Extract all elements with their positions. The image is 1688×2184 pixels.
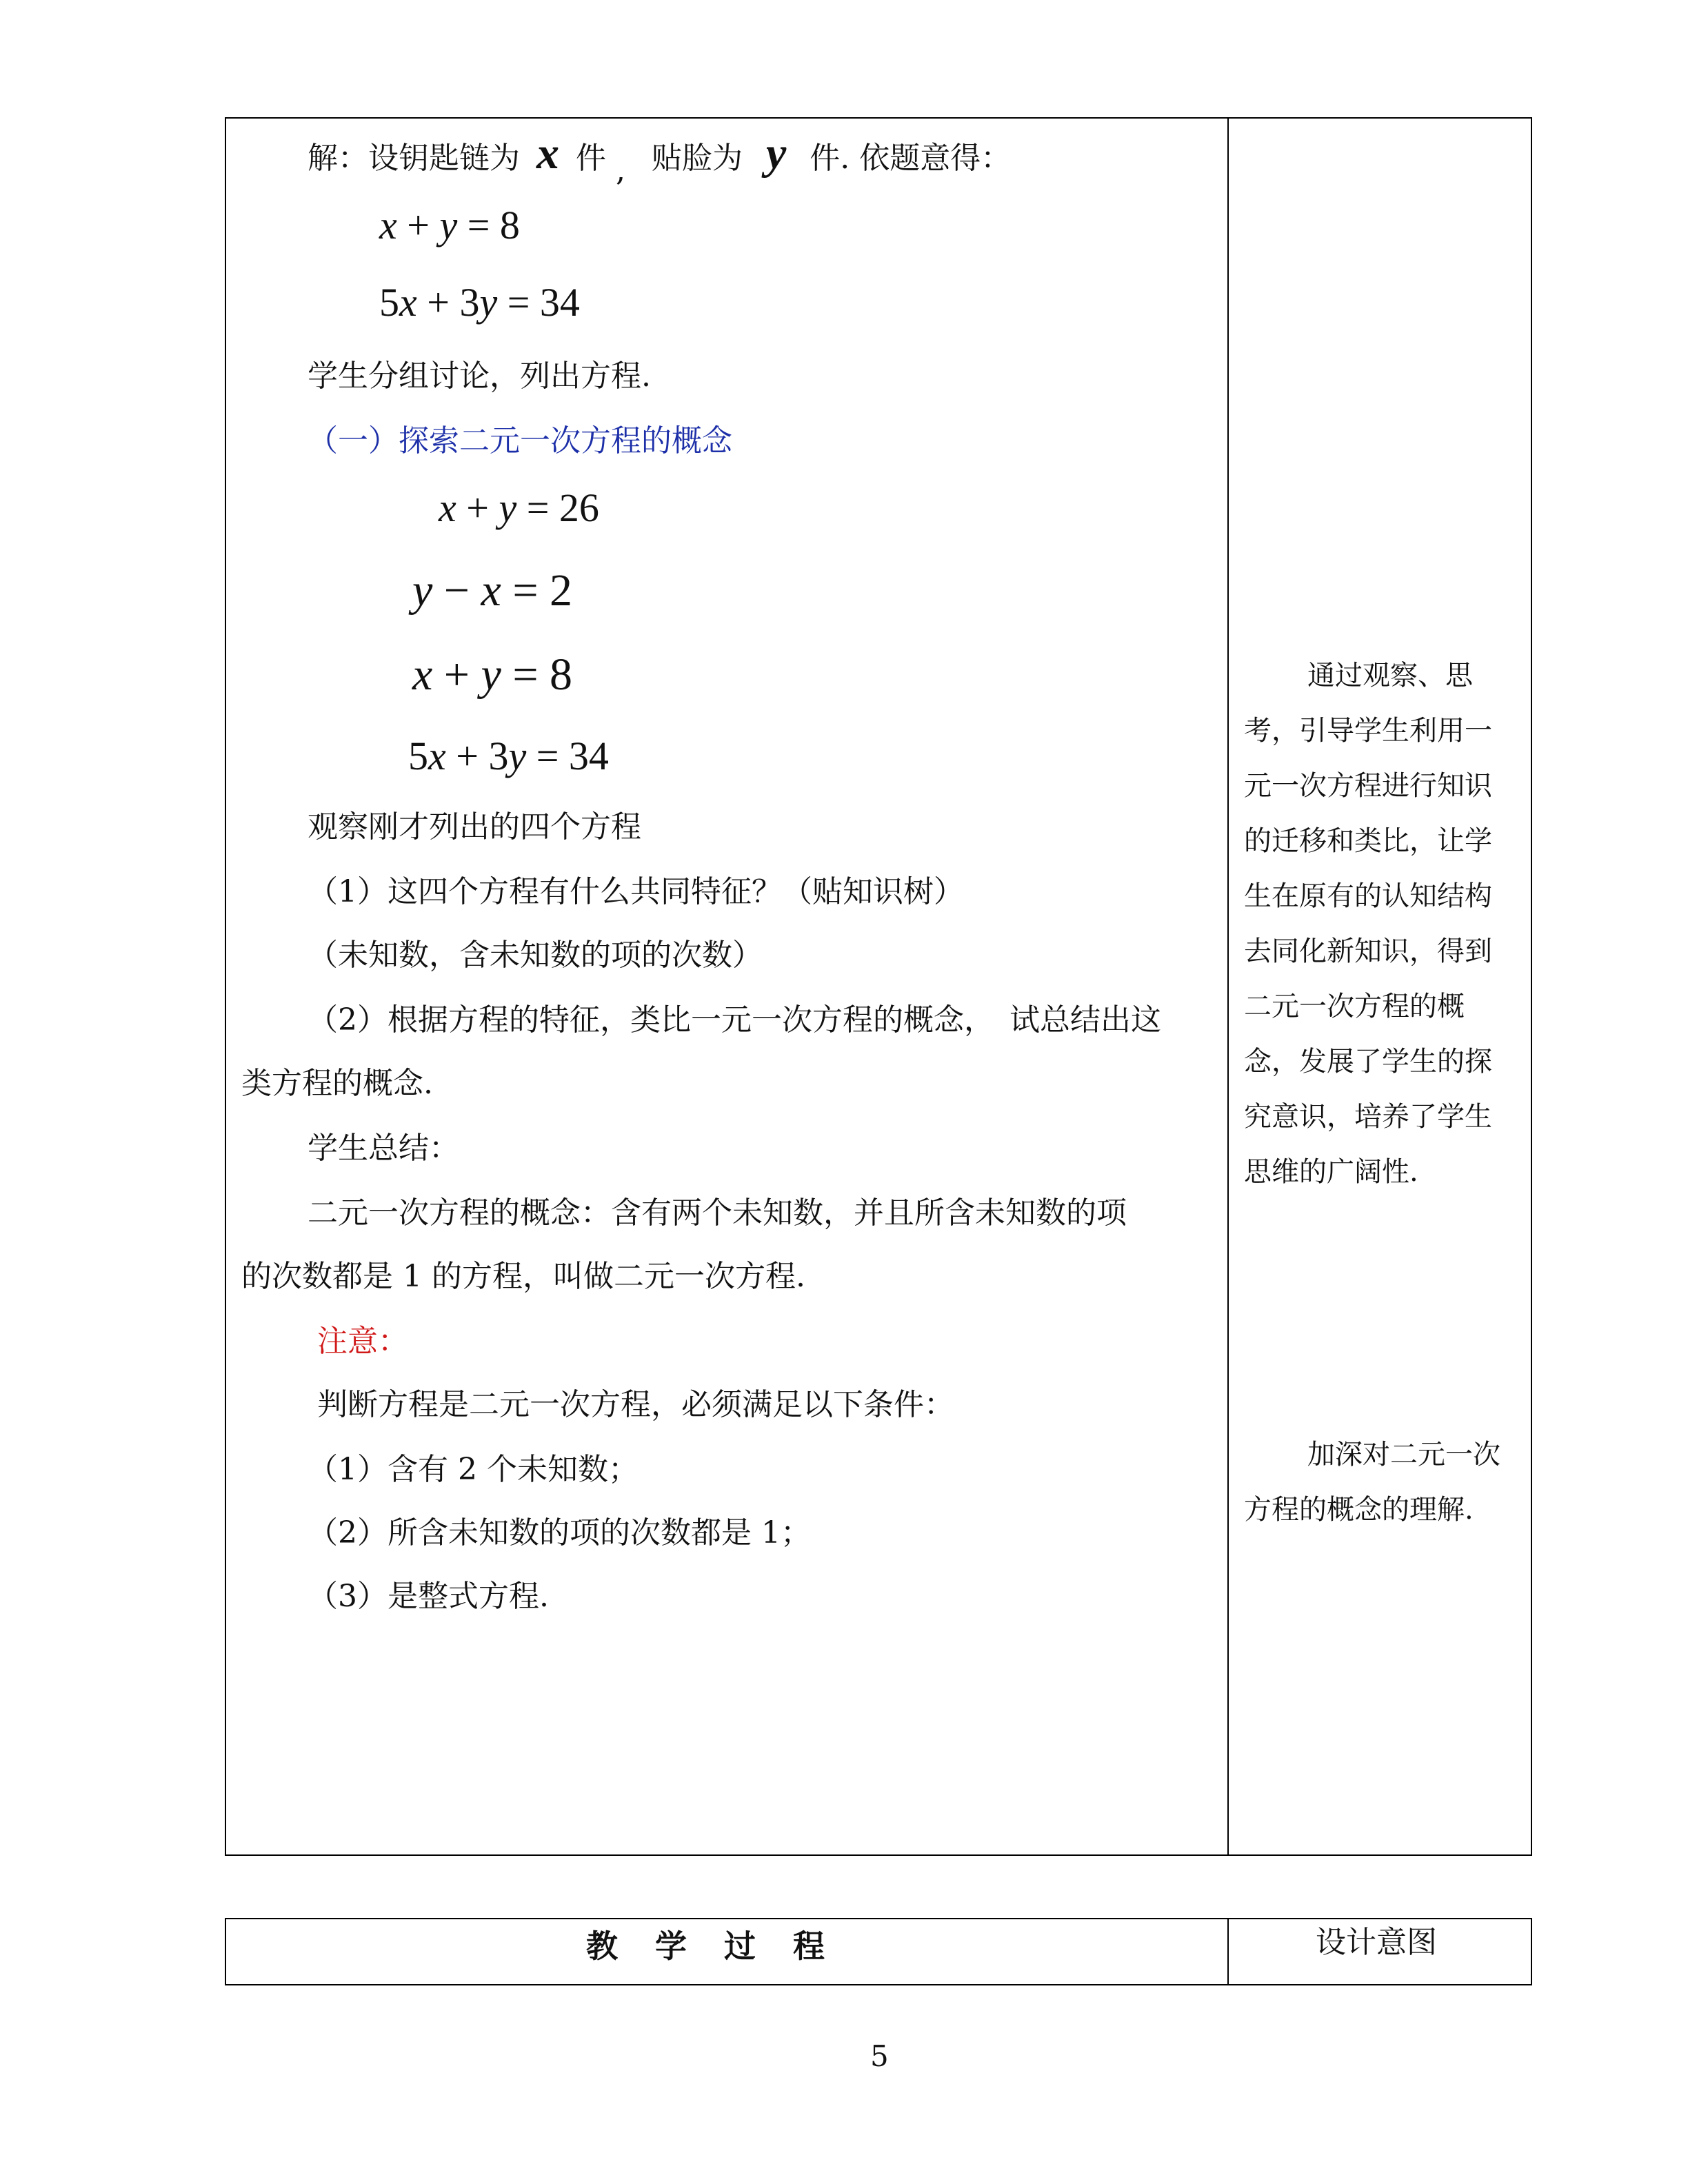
condition-1: （1）含有 2 个未知数； [308,1452,639,1487]
side-note-1-line-5: 生在原有的认知结构 [1244,880,1492,912]
equation-4: 5x + 3y = 34 [408,734,609,778]
variable-y: y [766,128,787,179]
system-equation-2: 5x + 3y = 34 [379,280,580,325]
system-equation-1: x + y = 8 [379,203,520,247]
intro-after-x: 件 [576,141,606,176]
condition-2: （2）所含未知数的项的次数都是 1； [308,1515,811,1550]
main-table-divider [1227,117,1229,1856]
side-note-1-line-4: 的迁移和类比，让学 [1244,825,1492,857]
footer-table-divider [1227,1918,1229,1985]
intro-mid: 贴脸为 [652,141,743,176]
question-2-line-1: （2）根据方程的特征，类比一元一次方程的概念， 试总结出这 [308,1002,1161,1038]
side-note-1-line-3: 元一次方程进行知识 [1244,770,1492,802]
question-2-line-2: 类方程的概念. [241,1066,433,1101]
equation-3: x + y = 8 [412,649,573,700]
side-note-1-line-2: 考，引导学生利用一 [1244,715,1492,747]
side-note-1-line-7: 二元一次方程的概 [1244,991,1465,1022]
concept-line-1: 二元一次方程的概念：含有两个未知数，并且所含未知数的项 [308,1195,1127,1231]
footer-header-intent: 设计意图 [1316,1925,1437,1960]
concept-line-2: 的次数都是 1 的方程，叫做二元一次方程. [241,1259,805,1294]
equation-1: x + y = 26 [439,485,599,530]
side-note-1-line-9: 究意识，培养了学生 [1244,1101,1492,1133]
side-note-2-line-1: 加深对二元一次 [1307,1439,1500,1470]
variable-x: x [536,128,559,179]
summary-label: 学生总结： [308,1131,459,1166]
intro-prefix: 解：设钥匙链为 [308,141,520,176]
intro-comma: , [616,153,625,188]
side-note-1-line-1: 通过观察、思 [1307,660,1473,691]
condition-3: （3）是整式方程. [308,1579,549,1614]
note-label: 注意： [317,1324,408,1359]
equation-2: y − x = 2 [412,565,573,616]
side-note-1-line-8: 念，发展了学生的探 [1244,1046,1492,1078]
side-note-2-line-2: 方程的概念的理解. [1244,1494,1474,1526]
question-1-answer: （未知数，含未知数的项的次数） [308,938,763,973]
discuss-line: 学生分组讨论，列出方程. [308,358,651,394]
page-number: 5 [870,2039,889,2073]
condition-intro: 判断方程是二元一次方程，必须满足以下条件： [317,1387,954,1422]
observe-line: 观察刚才列出的四个方程 [308,809,641,845]
side-note-1-line-6: 去同化新知识，得到 [1244,936,1492,967]
side-note-1-line-10: 思维的广阔性. [1244,1156,1418,1188]
intro-suffix: 件. 依题意得： [810,141,1012,176]
footer-header-process: 教 学 过 程 [586,1928,827,1965]
section-heading: （一）探索二元一次方程的概念 [308,423,732,458]
intro-line [308,128,1012,188]
question-1: （1）这四个方程有什么共同特征？（贴知识树） [308,874,964,909]
